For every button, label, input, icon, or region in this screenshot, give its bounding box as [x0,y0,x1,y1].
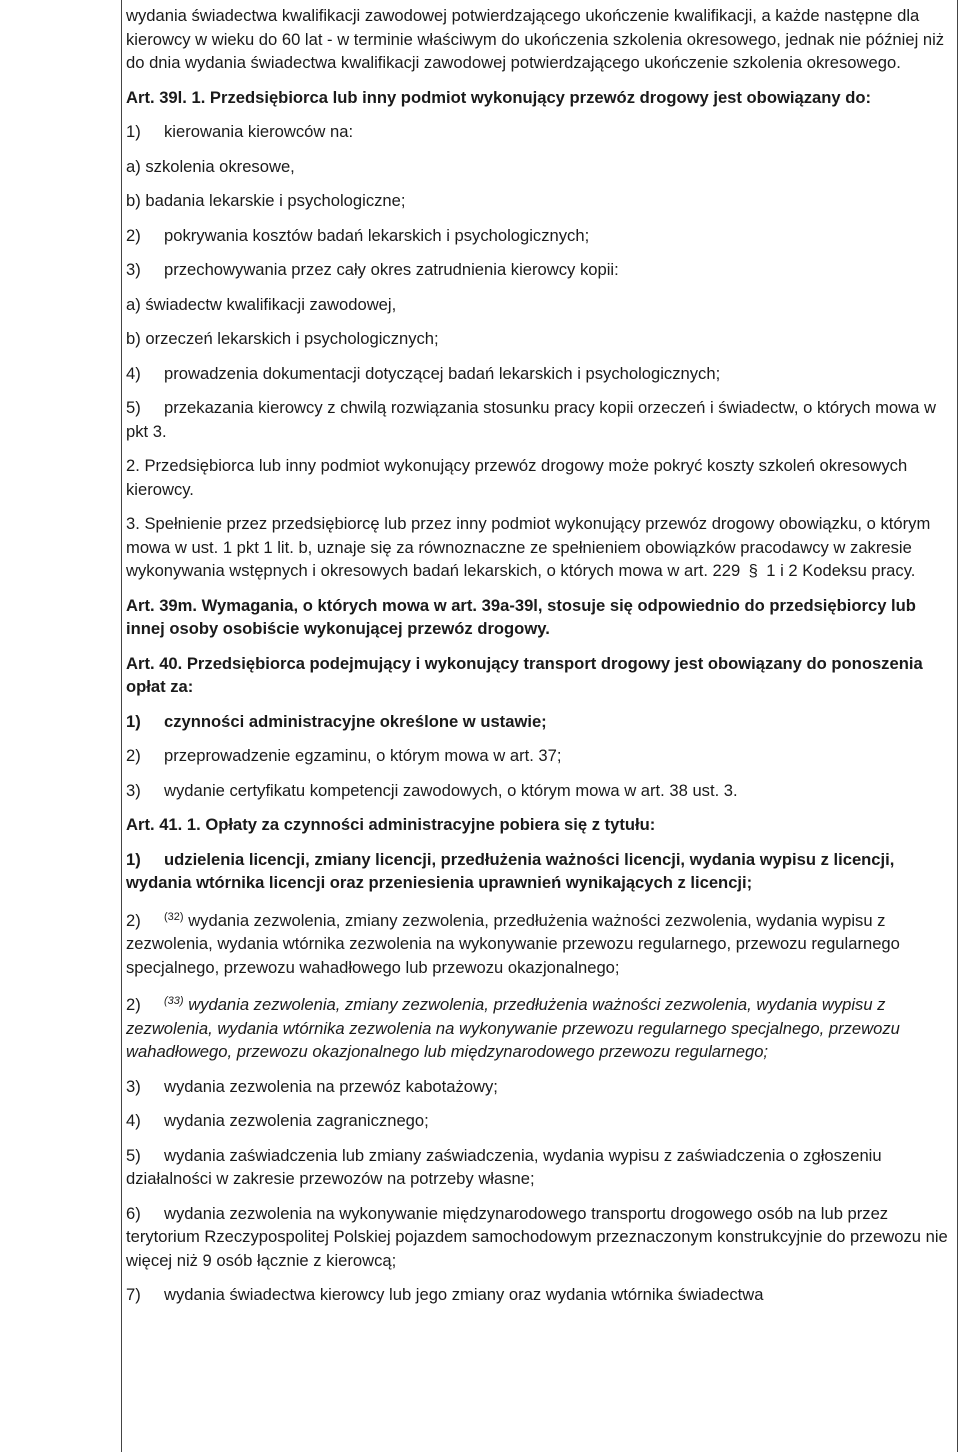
list-item: 2) $^{(33)}$ wydania zezwolenia, zmiany zezwolenia, przedłużenia ważności zezwolenia, wydania wypisu z zezwolenia, wydania wtórnika zezwolenia na wykonywanie przewozu regularnego specjalnego, przewozu wahadłowego, przewozu okazjonalnego lub międzynarodowego przewozu regularnego; [126,995,900,1061]
list-item: 6) wydania zezwolenia na wykonywanie międzynarodowego transportu drogowego osób na lub przez terytorium Rzeczypospolitej Polskiej pojazdem samochodowym przeznaczonym konstrukcyjnie do przewozu nie więcej niż 9 osób łącznie z kierowcą; [126,1203,948,1270]
list-item: a) szkolenia okresowe, [126,156,295,176]
article-41-heading: Art. 41. 1. Opłaty za czynności administracyjne pobiera się z tytułu: [126,815,656,834]
list-item: 2) pokrywania kosztów badań lekarskich i psychologicznych; [126,225,590,245]
list-item: 3) wydania zezwolenia na przewóz kabotażowy; [126,1076,498,1096]
article-39m: Art. 39m. Wymagania, o których mowa w art. 39a-39l, stosuje się odpowiednio do przedsiębiorcy lub innej osoby osobiście wykonującej przewóz drogowy. [126,595,916,638]
section-sign: § [748,561,758,580]
page-border-right [957,0,958,1452]
list-item: 1) czynności administracyjne określone w ustawie; [126,711,547,731]
list-item: b) orzeczeń lekarskich i psychologicznych; [126,329,439,348]
list-item: 4) prowadzenia dokumentacji dotyczącej badań lekarskich i psychologicznych; [126,363,721,383]
list-item: 2) przeprowadzenie egzaminu, o którym mowa w art. 37; [126,746,562,765]
list-item: 2) $^{(32)}$ wydania zezwolenia, zmiany zezwolenia, przedłużenia ważności zezwolenia, wydania wypisu z zezwolenia, wydania wtórnika zezwolenia na wykonywanie przewozu regularnego, przewozu regularnego specjalnego, przewozu wahadłowego lub przewozu okazjonalnego; [126,910,900,977]
list-item: 7) wydania świadectwa kierowcy lub jego zmiany oraz wydania wtórnika świadectwa [126,1285,764,1304]
page-border-left [121,0,122,1452]
document-body [126,4,954,1318]
list-item: 3) przechowywania przez cały okres zatrudnienia kierowcy kopii: [126,260,619,279]
list-item: 3) wydanie certyfikatu kompetencji zawodowych, o którym mowa w art. 38 ust. 3. [126,780,738,800]
paragraph: 3. Spełnienie przez przedsiębiorcę lub przez inny podmiot wykonujący przewóz drogowy obowiązku, o którym mowa w ust. 1 pkt 1 lit. b, uznaje się za równoznaczne ze spełnieniem obowiązków pracodawcy w zakresie wykonywania wstępnych i okresowych badań lekarskich, o których mowa w art. 229 § 1 i 2 Kodeksu pracy. [126,512,954,583]
footnote-ref: (32) [164,910,184,923]
list-item: 1) kierowania kierowców na: [126,122,354,141]
list-item: 5) przekazania kierowcy z chwilą rozwiązania stosunku pracy kopii orzeczeń i świadectw, o których mowa w pkt 3. [126,398,936,441]
list-item: 5) wydania zaświadczenia lub zmiany zaświadczenia, wydania wypisu z zaświadczenia o zgłoszeniu działalności w zakresie przewozów na potrzeby własne; [126,1145,882,1188]
list-item: 1) udzielenia licencji, zmiany licencji, przedłużenia ważności licencji, wydania wypisu z licencji, wydania wtórnika licencji oraz przeniesienia uprawnień wynikających z licencji; [126,849,895,892]
list-item: a) świadectw kwalifikacji zawodowej, [126,294,397,314]
article-40-heading: Art. 40. Przedsiębiorca podejmujący i wykonujący transport drogowy jest obowiązany do ponoszenia opłat za: [126,653,923,696]
footnote-ref: (33) [164,995,184,1007]
article-39l-heading: Art. 39l. 1. Przedsiębiorca lub inny podmiot wykonujący przewóz drogowy jest obowiązany do: [126,87,872,107]
list-item: b) badania lekarskie i psychologiczne; [126,191,406,210]
paragraph: wydania świadectwa kwalifikacji zawodowej potwierdzającego ukończenie kwalifikacji, a każde następne dla kierowcy w wieku do 60 lat - w terminie właściwym do ukończenia szkolenia okresowego, jednak nie później niż do dnia wydania świadectwa kwalifikacji zawodowej potwierdzającego ukończenie szkolenia okresowego. [126,6,945,72]
list-item: 4) wydania zezwolenia zagranicznego; [126,1111,429,1130]
paragraph: 2. Przedsiębiorca lub inny podmiot wykonujący przewóz drogowy może pokryć koszty szkoleń okresowych kierowcy. [126,456,908,499]
